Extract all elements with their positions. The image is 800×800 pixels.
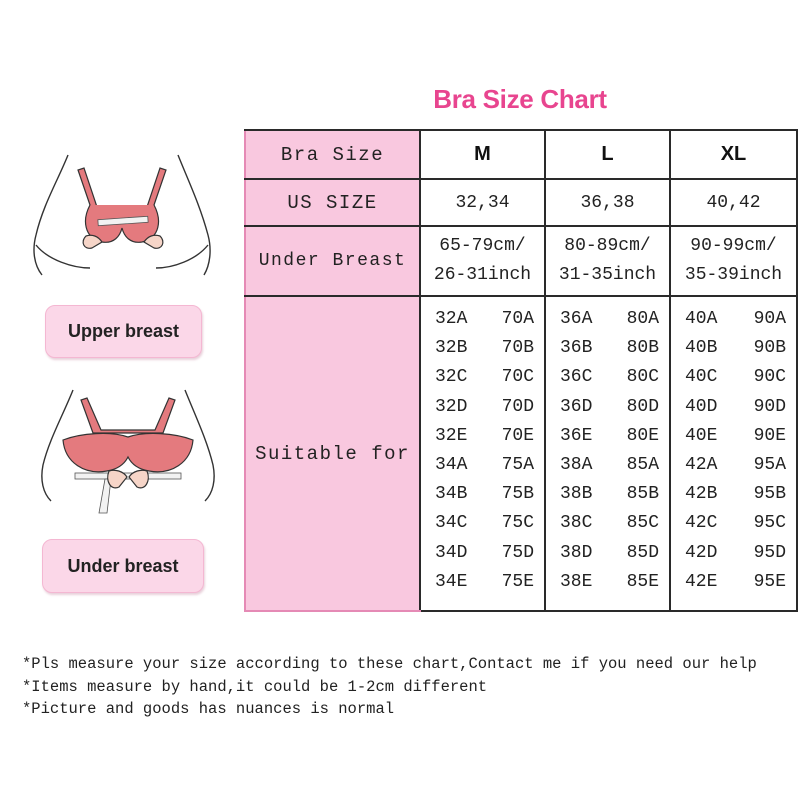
size-pair	[546, 363, 669, 392]
size-pair	[671, 568, 796, 597]
under-breast-row	[245, 226, 797, 296]
chart-title: Bra Size Chart	[433, 84, 607, 114]
note-line: *Pls measure your size according to these chart,Contact me if you need our help	[22, 655, 757, 673]
eu-band-size: 85B	[626, 484, 659, 505]
us-band-size: 34B	[435, 484, 468, 505]
eu-band-size: 80D	[626, 396, 659, 417]
eu-band-size: 90E	[753, 425, 786, 446]
size-pair	[421, 363, 544, 392]
size-pair	[421, 334, 544, 363]
size-pair	[421, 509, 544, 538]
size-xl-header: XL	[670, 130, 797, 179]
suitable-xl-list	[670, 296, 797, 611]
us-band-size: 36D	[560, 396, 593, 417]
eu-band-size: 75E	[501, 571, 534, 592]
under-breast-cm: 65-79cm/	[439, 236, 526, 256]
under-breast-cm: 80-89cm/	[564, 236, 651, 256]
us-band-size: 36E	[560, 425, 593, 446]
under-breast-xl	[670, 226, 797, 296]
eu-band-size: 70C	[501, 367, 534, 388]
us-band-size: 34A	[435, 454, 468, 475]
eu-band-size: 95A	[753, 454, 786, 475]
eu-band-size: 90D	[753, 396, 786, 417]
eu-band-size: 90B	[753, 338, 786, 359]
size-pair	[421, 480, 544, 509]
us-band-size: 38C	[560, 513, 593, 534]
under-breast-inch: 26-31inch	[433, 265, 532, 285]
us-band-size: 32A	[435, 309, 468, 329]
eu-band-size: 85E	[626, 571, 659, 592]
size-m-header: M	[420, 130, 545, 179]
us-band-size: 40C	[685, 367, 718, 388]
eu-band-size: 95C	[753, 513, 786, 534]
eu-band-size: 75D	[501, 542, 534, 563]
size-pair	[546, 480, 669, 509]
under-breast-measure-illustration	[35, 385, 220, 520]
size-pair	[546, 305, 669, 334]
us-band-size: 42E	[685, 571, 718, 592]
us-band-size: 36B	[560, 338, 593, 359]
size-pair	[546, 422, 669, 451]
size-l-header: L	[545, 130, 670, 179]
size-pair	[546, 451, 669, 480]
under-breast-label-cell: Under Breast	[245, 226, 420, 296]
eu-band-size: 95D	[753, 542, 786, 563]
under-breast-inch: 31-35inch	[558, 265, 657, 285]
size-pair	[546, 539, 669, 568]
eu-band-size: 70A	[501, 309, 534, 329]
us-size-label: US SIZE	[245, 179, 420, 226]
us-band-size: 38D	[560, 542, 593, 563]
size-pair	[546, 509, 669, 538]
us-band-size: 36A	[560, 309, 593, 329]
us-band-size: 38A	[560, 454, 593, 475]
us-band-size: 42A	[685, 454, 718, 475]
header-row	[245, 130, 797, 179]
size-pair	[671, 539, 796, 568]
size-pair	[671, 305, 796, 334]
us-size-xl: 40,42	[670, 179, 797, 226]
upper-breast-measure-illustration	[28, 150, 218, 290]
eu-band-size: 85D	[626, 542, 659, 563]
suitable-l-list	[545, 296, 670, 611]
us-size-m: 32,34	[420, 179, 545, 226]
under-breast-m	[420, 226, 545, 296]
us-band-size: 36C	[560, 367, 593, 388]
under-breast-cm: 90-99cm/	[690, 236, 777, 256]
size-table	[244, 129, 798, 612]
us-band-size: 42D	[685, 542, 718, 563]
note-line: *Items measure by hand,it could be 1-2cm different	[22, 677, 488, 696]
us-band-size: 40B	[685, 338, 718, 359]
size-pair	[671, 422, 796, 451]
us-band-size: 38B	[560, 484, 593, 505]
us-band-size: 32E	[435, 425, 468, 446]
us-size-l: 36,38	[545, 179, 670, 226]
size-pair	[421, 451, 544, 480]
notes	[22, 653, 757, 721]
us-band-size: 40D	[685, 396, 718, 417]
size-pair	[421, 393, 544, 422]
size-pair	[671, 363, 796, 392]
eu-band-size: 70D	[501, 396, 534, 417]
eu-band-size: 80B	[626, 338, 659, 359]
eu-band-size: 80C	[626, 367, 659, 388]
size-pair	[671, 451, 796, 480]
us-band-size: 34D	[435, 542, 468, 563]
under-breast-label: Under breast	[42, 539, 204, 593]
eu-band-size: 80A	[626, 309, 659, 329]
size-pair	[671, 480, 796, 509]
eu-band-size: 70B	[501, 338, 534, 359]
us-size-row	[245, 179, 797, 226]
size-pair	[546, 568, 669, 597]
eu-band-size: 70E	[501, 425, 534, 446]
eu-band-size: 80E	[626, 425, 659, 446]
under-breast-l	[545, 226, 670, 296]
us-band-size: 34C	[435, 513, 468, 534]
us-band-size: 32D	[435, 396, 468, 417]
us-band-size: 32C	[435, 367, 468, 388]
size-pair	[671, 393, 796, 422]
us-band-size: 42B	[685, 484, 718, 505]
size-pair	[671, 509, 796, 538]
size-pair	[671, 334, 796, 363]
size-pair	[421, 539, 544, 568]
eu-band-size: 95E	[753, 571, 786, 592]
us-band-size: 34E	[435, 571, 468, 592]
us-band-size: 32B	[435, 338, 468, 359]
suitable-m-list	[420, 296, 545, 611]
suitable-row	[245, 296, 797, 611]
upper-breast-label: Upper breast	[45, 305, 202, 358]
size-pair	[421, 568, 544, 597]
eu-band-size: 90C	[753, 367, 786, 388]
eu-band-size: 85A	[626, 454, 659, 475]
under-breast-inch: 35-39inch	[684, 265, 783, 285]
bra-size-label: Bra Size	[245, 130, 420, 179]
eu-band-size: 95B	[753, 484, 786, 505]
eu-band-size: 75B	[501, 484, 534, 505]
note-line: *Picture and goods has nuances is normal	[22, 700, 395, 718]
eu-band-size: 90A	[753, 309, 786, 329]
size-pair	[546, 393, 669, 422]
suitable-for-label: Suitable for	[245, 296, 420, 611]
size-pair	[421, 305, 544, 334]
us-band-size: 42C	[685, 513, 718, 534]
eu-band-size: 75C	[501, 513, 534, 534]
us-band-size: 40A	[685, 309, 718, 329]
us-band-size: 38E	[560, 571, 593, 592]
size-pair	[421, 422, 544, 451]
us-band-size: 40E	[685, 425, 718, 446]
eu-band-size: 85C	[626, 513, 659, 534]
eu-band-size: 75A	[501, 454, 534, 475]
size-pair	[546, 334, 669, 363]
